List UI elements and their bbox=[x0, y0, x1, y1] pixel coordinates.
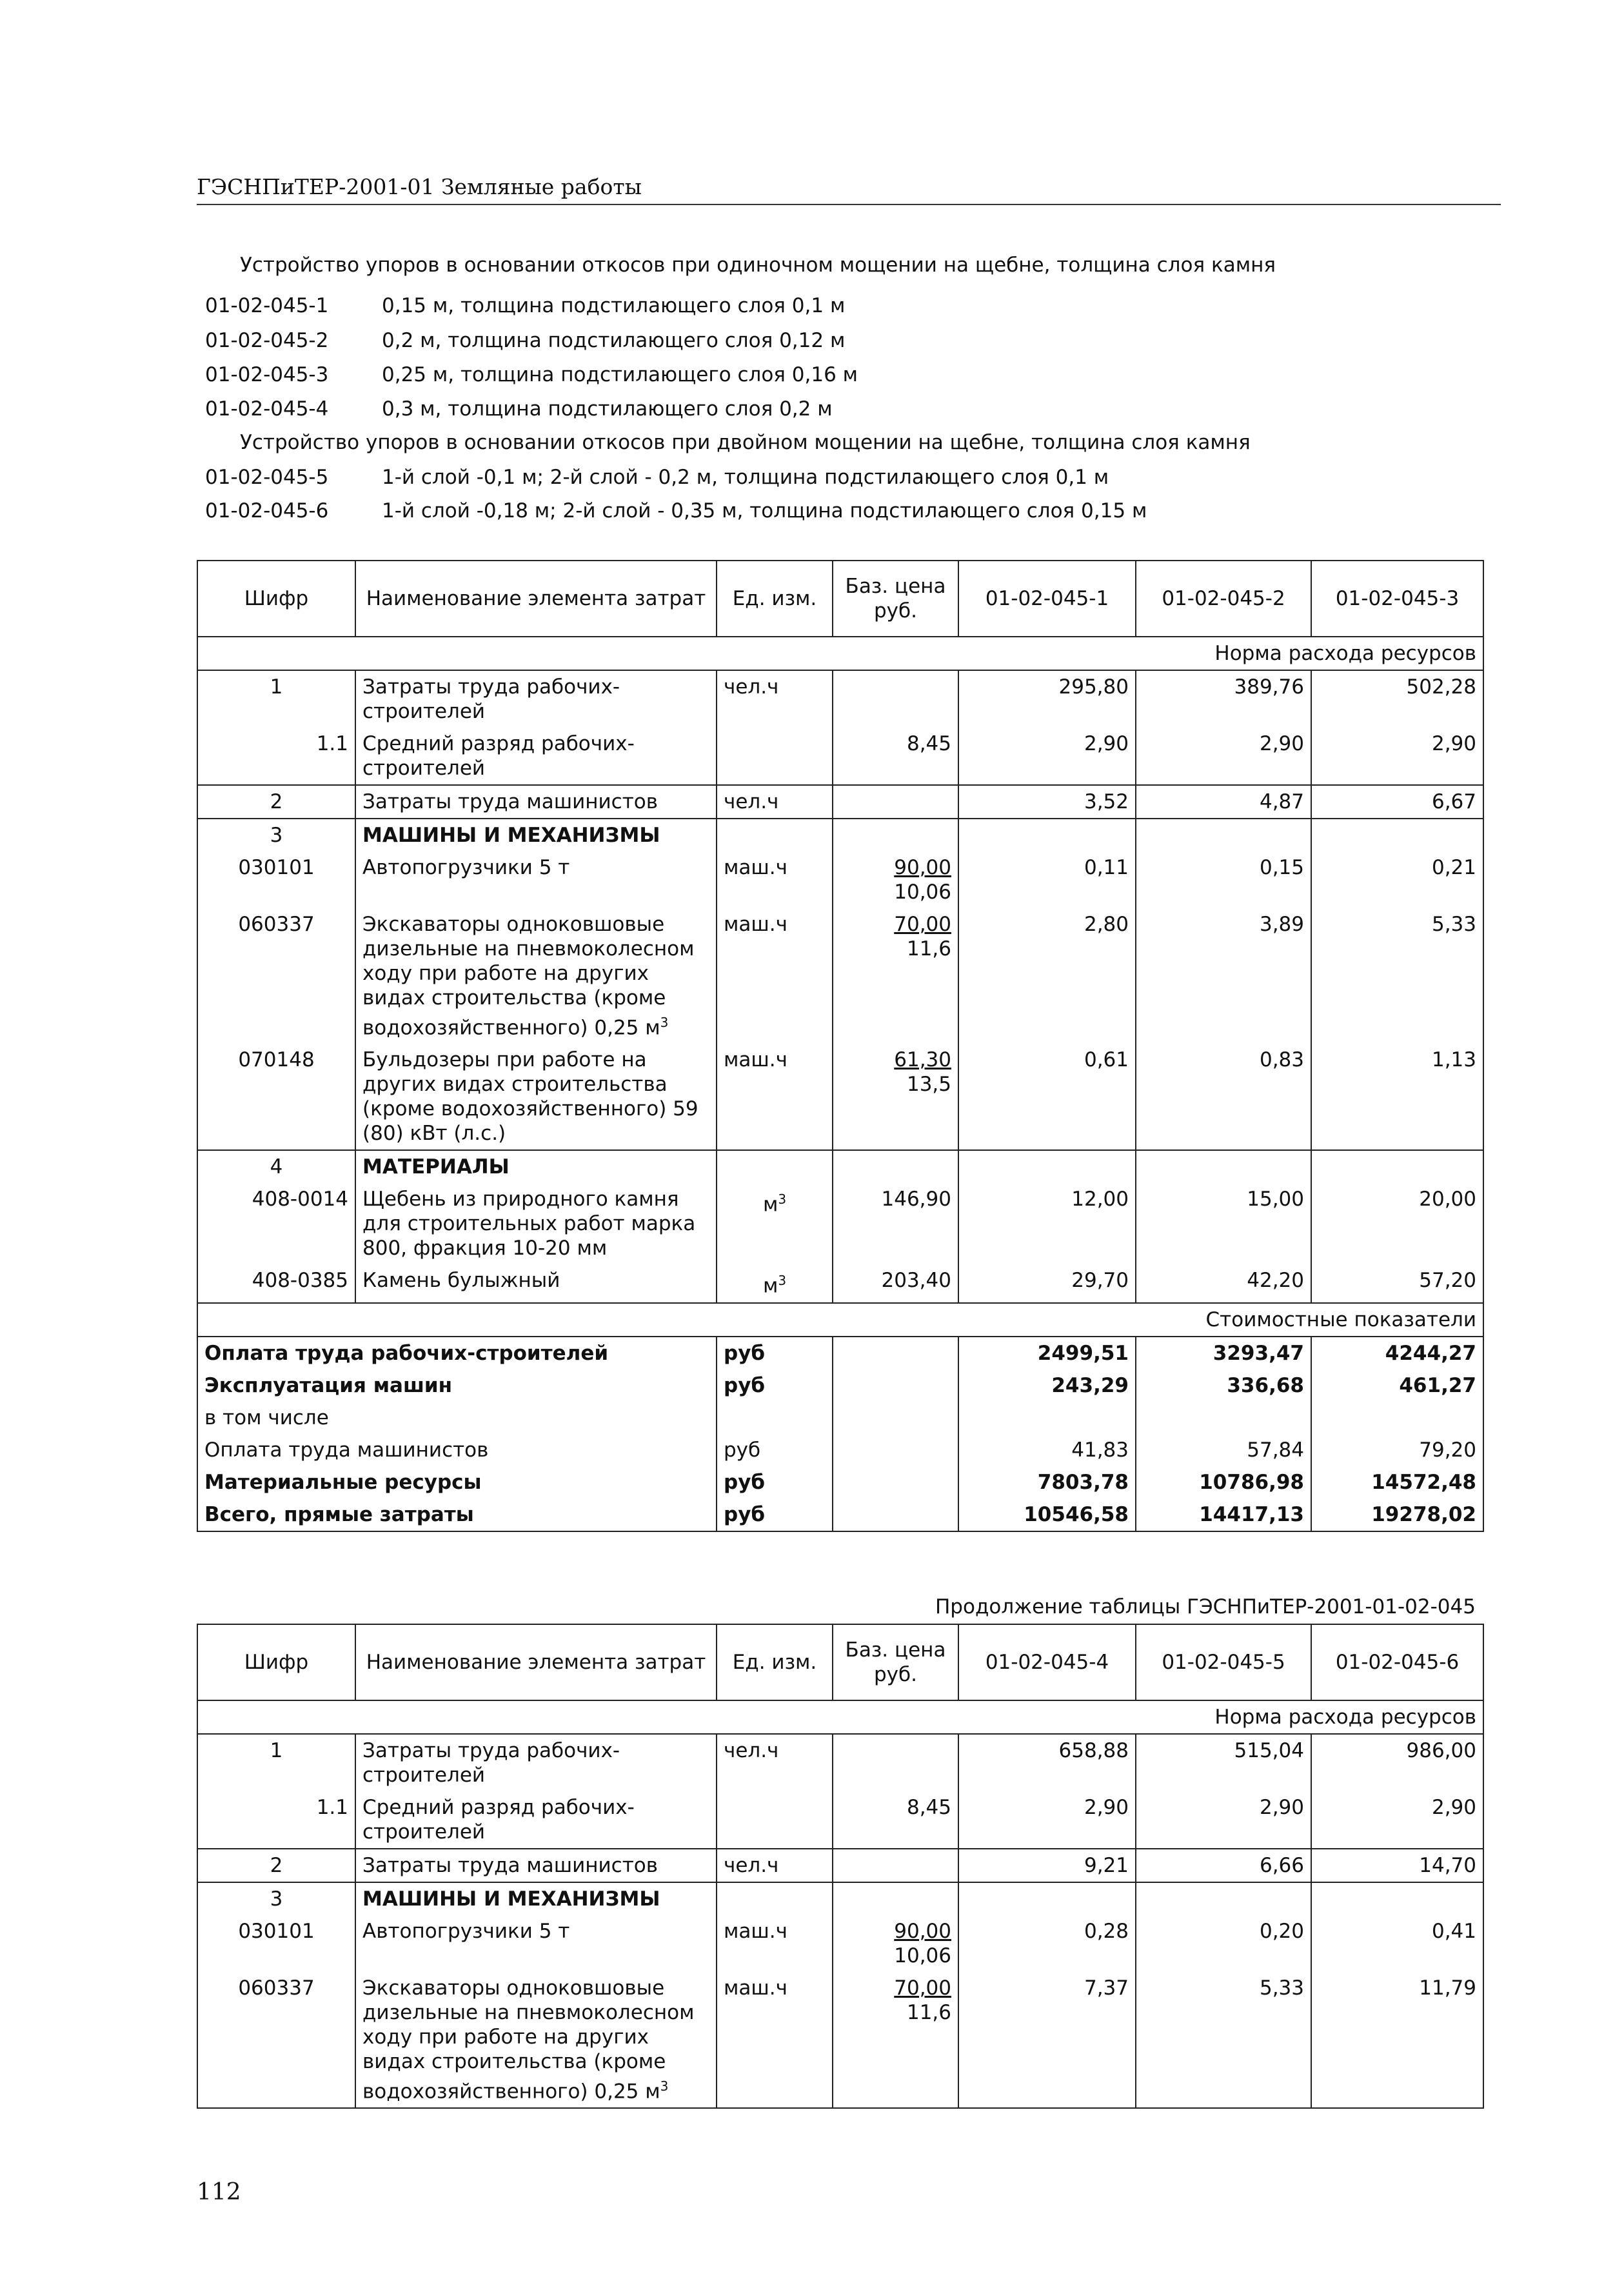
cost-value: 19278,02 bbox=[1311, 1498, 1483, 1531]
row-value: 0,15 bbox=[1136, 851, 1311, 908]
table-row bbox=[197, 1882, 1483, 1915]
row-code: 1.1 bbox=[197, 728, 355, 785]
row-value: 2,90 bbox=[958, 1791, 1136, 1849]
cost-value: 79,20 bbox=[1311, 1434, 1483, 1466]
row-value: 6,66 bbox=[1136, 1849, 1311, 1882]
intro-text: 0,2 м, толщина подстилающего слоя 0,12 м bbox=[382, 329, 846, 352]
row-price bbox=[833, 1264, 958, 1302]
row-code: 4 bbox=[197, 1150, 355, 1183]
row-code: 1.1 bbox=[197, 1791, 355, 1849]
row-code: 2 bbox=[197, 1849, 355, 1882]
price-wage: 13,5 bbox=[906, 1073, 951, 1097]
row-value: 0,11 bbox=[958, 851, 1136, 908]
row-name: Затраты труда машинистов bbox=[355, 785, 717, 819]
row-value: 11,79 bbox=[1311, 1972, 1483, 2108]
cost-unit: руб bbox=[717, 1466, 833, 1498]
row-name: Затраты труда рабочих-строителей bbox=[355, 1734, 717, 1791]
row-price bbox=[833, 1734, 958, 1791]
table-row bbox=[197, 670, 1483, 728]
row-unit: чел.ч bbox=[717, 785, 833, 819]
intro-text: 0,15 м, толщина подстилающего слоя 0,1 м bbox=[382, 294, 846, 317]
cost-name: Материальные ресурсы bbox=[197, 1466, 717, 1498]
row-price bbox=[833, 728, 958, 785]
col-header-name: Наименование элемента затрат bbox=[355, 561, 717, 637]
norm-section-label: Норма расхода ресурсов bbox=[197, 1700, 1483, 1734]
row-value: 0,21 bbox=[1311, 851, 1483, 908]
row-name: Средний разряд рабочих-строителей bbox=[355, 728, 717, 785]
cost-row bbox=[197, 1337, 1483, 1369]
section-title: МАШИНЫ И МЕХАНИЗМЫ bbox=[355, 819, 717, 851]
row-value: 12,00 bbox=[958, 1183, 1136, 1264]
row-code: 060337 bbox=[197, 1972, 355, 2108]
intro-text: 0,25 м, толщина подстилающего слоя 0,16 м bbox=[382, 363, 858, 386]
table-row bbox=[197, 819, 1483, 851]
table-row bbox=[197, 908, 1483, 1044]
cost-value: 2499,51 bbox=[958, 1337, 1136, 1369]
intro-text: 1-й слой -0,1 м; 2-й слой - 0,2 м, толщина подстилающего слоя 0,1 м bbox=[382, 466, 1109, 489]
row-name: Автопогрузчики 5 т bbox=[355, 851, 717, 908]
table-row bbox=[197, 785, 1483, 819]
table-header-row bbox=[197, 1624, 1483, 1700]
row-unit: чел.ч bbox=[717, 1734, 833, 1791]
cost-value: 14572,48 bbox=[1311, 1466, 1483, 1498]
row-name: Средний разряд рабочих-строителей bbox=[355, 1791, 717, 1849]
row-value: 2,90 bbox=[1136, 728, 1311, 785]
table-row bbox=[197, 1849, 1483, 1882]
row-value: 7,37 bbox=[958, 1972, 1136, 2108]
price-value: 146,90 bbox=[881, 1188, 951, 1211]
cost-value: 3293,47 bbox=[1136, 1337, 1311, 1369]
row-value: 515,04 bbox=[1136, 1734, 1311, 1791]
row-value: 0,83 bbox=[1136, 1044, 1311, 1150]
row-value: 29,70 bbox=[958, 1264, 1136, 1302]
col-header-unit: Ед. изм. bbox=[717, 1624, 833, 1700]
cost-name: в том числе bbox=[197, 1402, 717, 1434]
norm-section-label: Норма расхода ресурсов bbox=[197, 637, 1483, 670]
row-code: 1 bbox=[197, 1734, 355, 1791]
row-code: 408-0385 bbox=[197, 1264, 355, 1302]
table-row bbox=[197, 1183, 1483, 1264]
row-unit: $м^3$ bbox=[717, 1264, 833, 1302]
col-header-variant: 01-02-045-1 bbox=[958, 561, 1136, 637]
row-name: Затраты труда машинистов bbox=[355, 1849, 717, 1882]
section-title: МАТЕРИАЛЫ bbox=[355, 1150, 717, 1183]
section-title: МАШИНЫ И МЕХАНИЗМЫ bbox=[355, 1882, 717, 1915]
row-unit: маш.ч bbox=[717, 1915, 833, 1972]
cost-unit: руб bbox=[717, 1498, 833, 1531]
cost-name: Эксплуатация машин bbox=[197, 1369, 717, 1402]
price-value: 8,45 bbox=[906, 1796, 951, 1819]
row-name-text: Экскаваторы одноковшовые дизельные на пневмоколесном ходу при работе на других видах строительства (кроме водохозяйственного) 0,25 м bbox=[362, 913, 695, 1040]
intro-code: 01-02-045-4 bbox=[205, 397, 329, 421]
price-value: 8,45 bbox=[906, 732, 951, 755]
row-code: 060337 bbox=[197, 908, 355, 1044]
price-value: 90,00 bbox=[894, 1920, 951, 1943]
cost-name: Оплата труда рабочих-строителей bbox=[197, 1337, 717, 1369]
row-unit bbox=[717, 728, 833, 785]
row-value: 2,90 bbox=[1311, 728, 1483, 785]
resource-table-1 bbox=[197, 560, 1484, 1532]
row-name: Автопогрузчики 5 т bbox=[355, 1915, 717, 1972]
price-wage: 11,6 bbox=[906, 2001, 951, 2024]
unit-text: м bbox=[762, 1274, 778, 1298]
row-price bbox=[833, 908, 958, 1044]
cost-section-label: Стоимостные показатели bbox=[197, 1303, 1483, 1337]
cost-name: Всего, прямые затраты bbox=[197, 1498, 717, 1531]
col-header-unit: Ед. изм. bbox=[717, 561, 833, 637]
table-row bbox=[197, 851, 1483, 908]
continuation-caption: Продолжение таблицы ГЭСНПиТЕР-2001-01-02-045 bbox=[935, 1595, 1476, 1618]
row-value: 0,41 bbox=[1311, 1915, 1483, 1972]
row-value: 502,28 bbox=[1311, 670, 1483, 728]
price-wage: 11,6 bbox=[906, 937, 951, 960]
row-value: 295,80 bbox=[958, 670, 1136, 728]
cost-row bbox=[197, 1369, 1483, 1402]
price-value: 90,00 bbox=[894, 856, 951, 879]
table-row bbox=[197, 728, 1483, 785]
row-value: 15,00 bbox=[1136, 1183, 1311, 1264]
row-value: 4,87 bbox=[1136, 785, 1311, 819]
table-row bbox=[197, 1972, 1483, 2108]
row-unit: $м^3$ bbox=[717, 1183, 833, 1264]
row-value: 5,33 bbox=[1136, 1972, 1311, 2108]
intro-code: 01-02-045-3 bbox=[205, 363, 329, 386]
row-unit bbox=[717, 1791, 833, 1849]
row-value: 986,00 bbox=[1311, 1734, 1483, 1791]
row-value: 2,90 bbox=[1311, 1791, 1483, 1849]
intro-code: 01-02-045-2 bbox=[205, 329, 329, 352]
row-unit: маш.ч bbox=[717, 1972, 833, 2108]
row-code: 408-0014 bbox=[197, 1183, 355, 1264]
row-value: 0,61 bbox=[958, 1044, 1136, 1150]
cost-unit: руб bbox=[717, 1369, 833, 1402]
row-price bbox=[833, 1791, 958, 1849]
row-value: 3,89 bbox=[1136, 908, 1311, 1044]
price-wage: 10,06 bbox=[894, 1944, 951, 1967]
cost-name: Оплата труда машинистов bbox=[197, 1434, 717, 1466]
row-unit: маш.ч bbox=[717, 1044, 833, 1150]
row-value: 2,80 bbox=[958, 908, 1136, 1044]
row-code: 2 bbox=[197, 785, 355, 819]
row-value: 1,13 bbox=[1311, 1044, 1483, 1150]
row-unit: маш.ч bbox=[717, 908, 833, 1044]
row-value: 5,33 bbox=[1311, 908, 1483, 1044]
row-value: 2,90 bbox=[1136, 1791, 1311, 1849]
row-code: 030101 bbox=[197, 851, 355, 908]
row-unit: чел.ч bbox=[717, 1849, 833, 1882]
price-value: 70,00 bbox=[894, 1976, 951, 2000]
intro-code: 01-02-045-1 bbox=[205, 294, 329, 317]
table-row bbox=[197, 1264, 1483, 1302]
row-price bbox=[833, 851, 958, 908]
row-value: 389,76 bbox=[1136, 670, 1311, 728]
row-value: 658,88 bbox=[958, 1734, 1136, 1791]
row-price bbox=[833, 670, 958, 728]
row-name: Экскаваторы одноковшовые дизельные на пневмоколесном ходу при работе на других видах строительства (кроме водохозяйственного) 0,25 $м^3$ bbox=[355, 908, 717, 1044]
cost-value: 461,27 bbox=[1311, 1369, 1483, 1402]
col-header-name: Наименование элемента затрат bbox=[355, 1624, 717, 1700]
row-code: 1 bbox=[197, 670, 355, 728]
row-price bbox=[833, 1915, 958, 1972]
page-number: 112 bbox=[197, 2179, 241, 2205]
row-value: 3,52 bbox=[958, 785, 1136, 819]
col-header-code: Шифр bbox=[197, 561, 355, 637]
intro-code: 01-02-045-5 bbox=[205, 466, 329, 489]
cost-unit: руб bbox=[717, 1434, 833, 1466]
col-header-variant: 01-02-045-5 bbox=[1136, 1624, 1311, 1700]
col-header-price: Баз. цена руб. bbox=[833, 561, 958, 637]
cost-value: 14417,13 bbox=[1136, 1498, 1311, 1531]
row-unit: чел.ч bbox=[717, 670, 833, 728]
cost-row bbox=[197, 1498, 1483, 1531]
intro-heading-1: Устройство упоров в основании откосов при одиночном мощении на щебне, толщина слоя камня bbox=[240, 254, 1276, 277]
table-row bbox=[197, 1044, 1483, 1150]
row-price bbox=[833, 785, 958, 819]
row-value: 57,20 bbox=[1311, 1264, 1483, 1302]
col-header-variant: 01-02-045-2 bbox=[1136, 561, 1311, 637]
col-header-code: Шифр bbox=[197, 1624, 355, 1700]
cost-value: 243,29 bbox=[958, 1369, 1136, 1402]
cost-value: 57,84 bbox=[1136, 1434, 1311, 1466]
row-code: 030101 bbox=[197, 1915, 355, 1972]
header-divider bbox=[197, 204, 1501, 205]
row-value: 2,90 bbox=[958, 728, 1136, 785]
row-price bbox=[833, 1044, 958, 1150]
intro-text: 0,3 м, толщина подстилающего слоя 0,2 м bbox=[382, 397, 833, 421]
row-value: 20,00 bbox=[1311, 1183, 1483, 1264]
col-header-variant: 01-02-045-6 bbox=[1311, 1624, 1483, 1700]
table-row bbox=[197, 1791, 1483, 1849]
cost-unit: руб bbox=[717, 1337, 833, 1369]
row-name-text: Экскаваторы одноковшовые дизельные на пневмоколесном ходу при работе на других видах строительства (кроме водохозяйственного) 0,25 м bbox=[362, 1976, 695, 2104]
row-name: Бульдозеры при работе на других видах строительства (кроме водохозяйственного) 59 (80) кВт (л.с.) bbox=[355, 1044, 717, 1150]
row-name: Камень булыжный bbox=[355, 1264, 717, 1302]
intro-code: 01-02-045-6 bbox=[205, 499, 329, 522]
cost-row bbox=[197, 1434, 1483, 1466]
row-price bbox=[833, 1849, 958, 1882]
page-header: ГЭСНПиТЕР-2001-01 Земляные работы bbox=[197, 174, 642, 199]
row-name: Затраты труда рабочих-строителей bbox=[355, 670, 717, 728]
cost-value: 4244,27 bbox=[1311, 1337, 1483, 1369]
cost-value: 336,68 bbox=[1136, 1369, 1311, 1402]
price-value: 61,30 bbox=[894, 1048, 951, 1072]
table-row bbox=[197, 1734, 1483, 1791]
col-header-price: Баз. цена руб. bbox=[833, 1624, 958, 1700]
col-header-variant: 01-02-045-3 bbox=[1311, 561, 1483, 637]
col-header-variant: 01-02-045-4 bbox=[958, 1624, 1136, 1700]
row-value: 42,20 bbox=[1136, 1264, 1311, 1302]
price-value: 203,40 bbox=[881, 1269, 951, 1293]
table-row bbox=[197, 1150, 1483, 1183]
price-wage: 10,06 bbox=[894, 881, 951, 904]
row-value: 9,21 bbox=[958, 1849, 1136, 1882]
cost-value: 41,83 bbox=[958, 1434, 1136, 1466]
price-value: 70,00 bbox=[894, 913, 951, 936]
row-value: 0,20 bbox=[1136, 1915, 1311, 1972]
cost-value: 10786,98 bbox=[1136, 1466, 1311, 1498]
resource-table-2 bbox=[197, 1624, 1484, 2109]
row-unit: маш.ч bbox=[717, 851, 833, 908]
row-price bbox=[833, 1972, 958, 2108]
cost-value: 7803,78 bbox=[958, 1466, 1136, 1498]
row-code: 070148 bbox=[197, 1044, 355, 1150]
row-code: 3 bbox=[197, 1882, 355, 1915]
cost-row bbox=[197, 1466, 1483, 1498]
row-name: Экскаваторы одноковшовые дизельные на пневмоколесном ходу при работе на других видах строительства (кроме водохозяйственного) 0,25 $м^3$ bbox=[355, 1972, 717, 2108]
row-value: 14,70 bbox=[1311, 1849, 1483, 1882]
cost-value: 10546,58 bbox=[958, 1498, 1136, 1531]
intro-heading-2: Устройство упоров в основании откосов при двойном мощении на щебне, толщина слоя камня bbox=[240, 431, 1251, 454]
row-code: 3 bbox=[197, 819, 355, 851]
cost-row bbox=[197, 1402, 1483, 1434]
table-header-row bbox=[197, 561, 1483, 637]
row-value: 0,28 bbox=[958, 1915, 1136, 1972]
row-value: 6,67 bbox=[1311, 785, 1483, 819]
unit-text: м bbox=[762, 1193, 778, 1217]
table-row bbox=[197, 1915, 1483, 1972]
intro-text: 1-й слой -0,18 м; 2-й слой - 0,35 м, толщина подстилающего слоя 0,15 м bbox=[382, 499, 1147, 522]
row-price bbox=[833, 1183, 958, 1264]
row-name: Щебень из природного камня для строительных работ марка 800, фракция 10-20 мм bbox=[355, 1183, 717, 1264]
